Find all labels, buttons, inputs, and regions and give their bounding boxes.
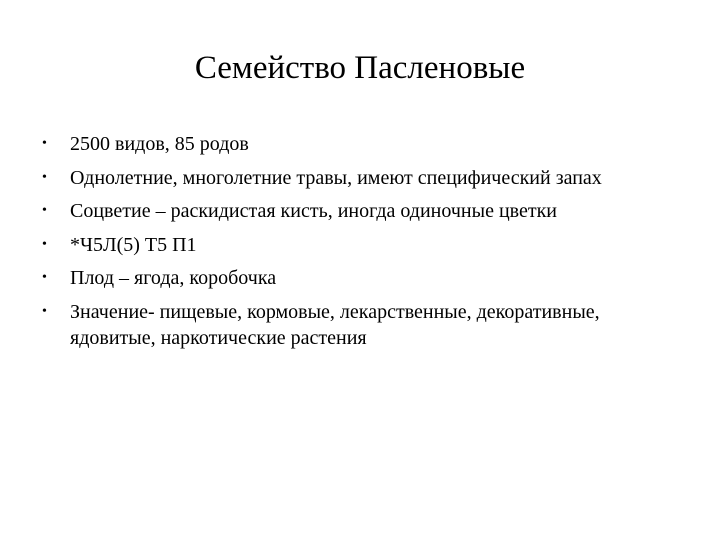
bullet-icon: • [42,136,47,151]
bullet-text: 2500 видов, 85 родов [70,133,249,155]
list-item [40,131,690,157]
list-item [40,232,690,258]
bullet-icon: • [42,236,47,252]
bullet-text: *Ч5Л(5) Т5 П1 [70,233,197,256]
bullet-text: Значение- пищевые, кормовые, лекарственные, декоративные, ядовитые, наркотические растения [70,300,600,349]
list-item [40,265,690,291]
list-item [40,299,690,351]
list-item [40,165,690,191]
slide-title: Семейство Пасленовые [194,50,526,86]
bullet-text: Плод – ягода, коробочка [70,267,277,289]
bullet-list [40,131,690,358]
bullet-icon: • [42,169,47,185]
bullet-icon: • [42,270,47,285]
bullet-text: Соцветие – раскидистая кисть, иногда одиночные цветки [70,200,558,222]
bullet-icon: • [42,303,47,319]
bullet-icon: • [42,203,47,218]
list-item [40,198,690,224]
bullet-text: Однолетние, многолетние травы, имеют специфический запах [70,166,602,189]
